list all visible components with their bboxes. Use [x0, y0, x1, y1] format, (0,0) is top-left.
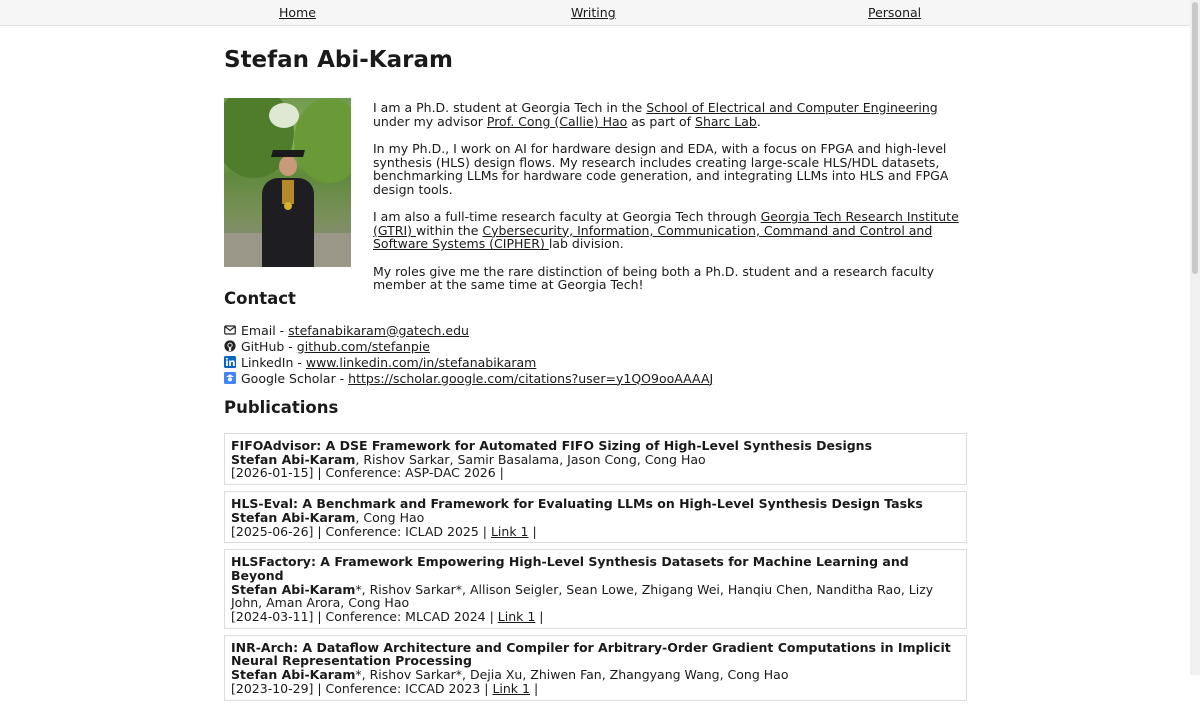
linkedin-icon	[224, 356, 236, 368]
publication-date-venue: [2025-06-26] | Conference: ICLAD 2025 |	[231, 523, 491, 539]
email-link[interactable]: stefanabikaram@gatech.edu	[288, 322, 469, 338]
publication-authors	[231, 453, 960, 467]
coauthors: , Cong Hao	[355, 509, 425, 525]
publication-card	[224, 549, 967, 629]
publication-date-venue: [2024-03-11] | Conference: MLCAD 2024 |	[231, 609, 498, 625]
publication-meta: [2025-06-26] | Conference: ICLAD 2025 | Link 1 |	[231, 523, 537, 539]
publication-link[interactable]: Link 1	[490, 523, 529, 539]
publication-link[interactable]: Link 1	[497, 609, 536, 625]
bio-text: within the	[415, 222, 483, 238]
bio-paragraph-4: My roles give me the rare distinction of being both a Ph.D. student and a research faculty member at the same time at Georgia Tech!	[373, 263, 934, 293]
publication-meta: [2024-03-11] | Conference: MLCAD 2024 | Link 1 |	[231, 609, 544, 625]
contact-label: Email -	[241, 322, 285, 338]
author-highlight: Stefan Abi-Karam	[231, 509, 356, 525]
bio	[373, 101, 967, 305]
author-highlight: Stefan Abi-Karam	[231, 581, 356, 597]
publication-meta: [2023-10-29] | Conference: ICCAD 2023 | Link 1 |	[231, 680, 539, 696]
bio-text: .	[756, 113, 761, 129]
publication-date-venue: [2026-01-15] | Conference: ASP-DAC 2026 |	[231, 465, 504, 481]
coauthors: , Rishov Sarkar, Samir Basalama, Jason Cong, Cong Hao	[355, 451, 706, 467]
bio-text: as part of	[627, 113, 696, 129]
publications-heading: Publications	[224, 398, 339, 417]
publication-title: HLS-Eval: A Benchmark and Framework for Evaluating LLMs on High-Level Synthesis Design Tasks	[231, 496, 923, 512]
google-scholar-link[interactable]: https://scholar.google.com/citations?user=y1QO9ooAAAAJ	[348, 370, 714, 386]
sharc-lab-link[interactable]: Sharc Lab	[695, 113, 757, 129]
contact-github	[224, 338, 713, 354]
publication-title: INR-Arch: A Dataflow Architecture and Compiler for Arbitrary-Order Gradient Computations in Implicit Neural Representation Processing	[231, 639, 951, 669]
coauthors: *, Rishov Sarkar*, Allison Seigler, Sean Lowe, Zhigang Wei, Hanqiu Chen, Nanditha Rao, Lizy John, Aman Arora, Cong Hao	[231, 581, 934, 611]
publication-card	[224, 491, 967, 543]
ece-school-link[interactable]: School of Electrical and Computer Engineering	[646, 100, 938, 115]
nav-writing-link[interactable]: Writing	[571, 5, 616, 20]
contact-linkedin	[224, 354, 713, 370]
top-nav	[0, 0, 1190, 26]
nav-home-link[interactable]: Home	[279, 5, 316, 20]
nav-personal-link[interactable]: Personal	[868, 5, 922, 20]
bio-text: I am also a full-time research faculty at Georgia Tech through	[373, 209, 761, 224]
page-title: Stefan Abi-Karam	[224, 47, 453, 73]
bio-text: I am a Ph.D. student at Georgia Tech in the	[373, 100, 647, 115]
gtri-link[interactable]: Georgia Tech Research Institute (GTRI)	[373, 209, 959, 238]
google-scholar-icon	[224, 372, 236, 384]
author-highlight: Stefan Abi-Karam	[231, 451, 356, 467]
advisor-link[interactable]: Prof. Cong (Callie) Hao	[486, 113, 628, 129]
contact-email	[224, 322, 713, 338]
publication-title: FIFOAdvisor: A DSE Framework for Automated FIFO Sizing of High-Level Synthesis Designs	[231, 438, 873, 453]
contact-label: LinkedIn -	[241, 354, 302, 370]
bio-text: under my advisor	[373, 113, 487, 129]
author-highlight: Stefan Abi-Karam	[231, 667, 356, 683]
publication-card	[224, 635, 967, 701]
bio-paragraph-2: In my Ph.D., I work on AI for hardware design and EDA, with a focus on FPGA and high-level synthesis (HLS) design flows. My research includes creating large-scale HLS/HDL datasets, benchmarking LLMs for hardware code generation, and integrating LLMs into HLS and FPGA design tools.	[373, 140, 949, 197]
publication-authors	[231, 511, 960, 525]
publication-link[interactable]: Link 1	[492, 680, 530, 696]
scrollbar[interactable]	[1190, 0, 1200, 675]
bio-paragraph-1	[373, 101, 967, 128]
coauthors: *, Rishov Sarkar*, Dejia Xu, Zhiwen Fan, Zhangyang Wang, Cong Hao	[355, 667, 789, 683]
contact-list	[224, 322, 713, 386]
publication-card	[224, 433, 967, 485]
contact-label: Google Scholar -	[241, 370, 345, 386]
contact-label: GitHub -	[241, 338, 293, 354]
mail-icon	[224, 324, 236, 336]
github-icon	[224, 340, 236, 352]
contact-google-scholar	[224, 370, 713, 386]
publication-date-venue: [2023-10-29] | Conference: ICCAD 2023 |	[231, 680, 493, 696]
publication-meta	[231, 466, 960, 480]
bio-text: lab division.	[548, 236, 624, 252]
publication-authors	[231, 583, 960, 610]
contact-heading: Contact	[224, 289, 296, 308]
linkedin-link[interactable]: www.linkedin.com/in/stefanabikaram	[305, 354, 537, 370]
publication-title: HLSFactory: A Framework Empowering High-Level Synthesis Datasets for Machine Learning and Beyond	[231, 554, 909, 583]
cipher-link[interactable]: Cybersecurity, Information, Communication, Command and Control and Software Systems (CIPHER)	[373, 222, 933, 252]
profile-photo	[224, 98, 351, 267]
bio-paragraph-3	[373, 210, 967, 251]
github-link[interactable]: github.com/stefanpie	[296, 338, 430, 354]
scrollbar-thumb[interactable]	[1192, 2, 1198, 274]
publication-list	[224, 433, 967, 707]
